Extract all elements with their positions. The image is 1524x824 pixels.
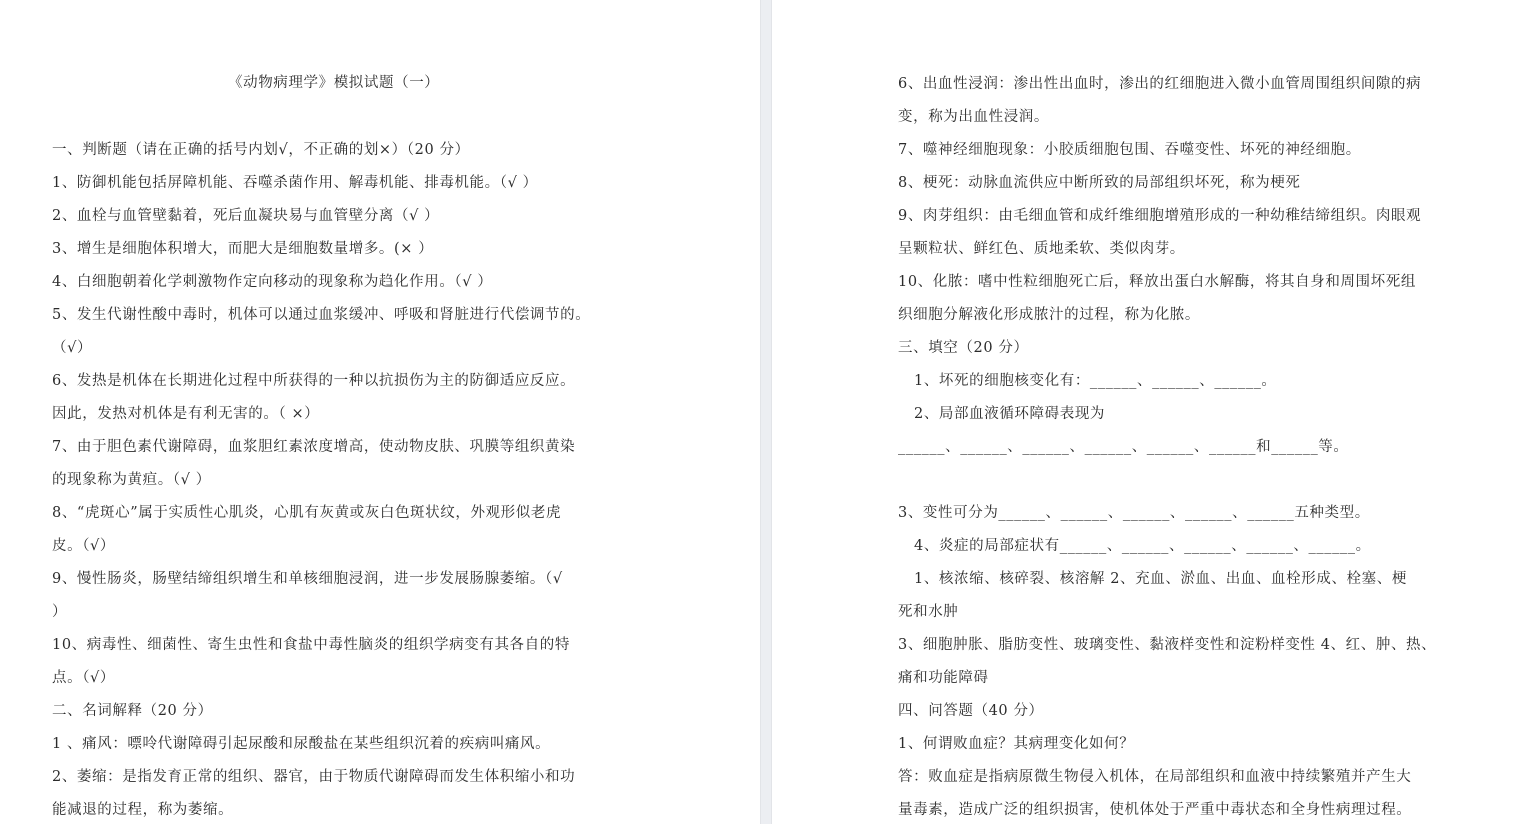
question-line: ） bbox=[52, 604, 68, 620]
question-line: 7、噬神经细胞现象：小胶质细胞包围、吞噬变性、坏死的神经细胞。 bbox=[898, 142, 1361, 158]
question-line: 6、发热是机体在长期进化过程中所获得的一种以抗损伤为主的防御适应反应。 bbox=[52, 373, 576, 389]
question-line: 1、何谓败血症？其病理变化如何？ bbox=[898, 736, 1135, 752]
answer-line: 答：败血症是指病原微生物侵入机体，在局部组织和血液中持续繁殖并产生大 bbox=[898, 769, 1412, 785]
answer-line: 死和水肿 bbox=[898, 604, 959, 620]
fill-blank-line: 1、坏死的细胞核变化有：______、______、______。 bbox=[914, 373, 1277, 389]
question-line: 呈颗粒状、鲜红色、质地柔软、类似肉芽。 bbox=[898, 241, 1185, 257]
question-line: 10、病毒性、细菌性、寄生虫性和食盐中毒性脑炎的组织学病变有其各自的特 bbox=[52, 637, 570, 653]
section-heading: 二、名词解释（20 分） bbox=[52, 703, 213, 719]
fill-blank-line: 3、变性可分为______、______、______、______、______五种类型。 bbox=[898, 505, 1370, 521]
question-line: 因此，发热对机体是有利无害的。（ ×） bbox=[52, 406, 320, 422]
answer-line: 1、核浓缩、核碎裂、核溶解 2、充血、淤血、出血、血栓形成、栓塞、梗 bbox=[914, 571, 1407, 587]
fill-blank-line: 4、炎症的局部症状有______、______、______、______、______。 bbox=[914, 538, 1371, 554]
page-right bbox=[772, 0, 1524, 824]
question-line: 10、化脓：嗜中性粒细胞死亡后，释放出蛋白水解酶，将其自身和周围坏死组 bbox=[898, 274, 1416, 290]
question-line: 7、由于胆色素代谢障碍，血浆胆红素浓度增高，使动物皮肤、巩膜等组织黄染 bbox=[52, 439, 576, 455]
question-line: 2、萎缩：是指发育正常的组织、器官，由于物质代谢障碍而发生体积缩小和功 bbox=[52, 769, 576, 785]
question-line: 织细胞分解液化形成脓汁的过程，称为化脓。 bbox=[898, 307, 1200, 323]
exam-title: 《动物病理学》模拟试题（一） bbox=[228, 75, 440, 91]
question-line: 变，称为出血性浸润。 bbox=[898, 109, 1049, 125]
question-line: 5、发生代谢性酸中毒时，机体可以通过血浆缓冲、呼吸和肾脏进行代偿调节的。 bbox=[52, 307, 591, 323]
question-line: 2、血栓与血管壁黏着，死后血凝块易与血管壁分离（√ ） bbox=[52, 208, 440, 224]
question-line: 1 、痛风：嘌呤代谢障碍引起尿酸和尿酸盐在某些组织沉着的疾病叫痛风。 bbox=[52, 736, 551, 752]
fill-blank-line: ______、______、______、______、______、______和______等。 bbox=[898, 439, 1349, 455]
fill-blank-line: 2、局部血液循环障碍表现为 bbox=[914, 406, 1106, 422]
section-heading: 四、问答题（40 分） bbox=[898, 703, 1044, 719]
section-heading: 三、填空（20 分） bbox=[898, 340, 1029, 356]
answer-line: 3、细胞肿胀、脂肪变性、玻璃变性、黏液样变性和淀粉样变性 4、红、肿、热、 bbox=[898, 637, 1437, 653]
page-gutter bbox=[760, 0, 772, 824]
question-line: 皮。（√） bbox=[52, 538, 115, 554]
page-left bbox=[0, 0, 760, 824]
question-line: （√） bbox=[52, 340, 93, 356]
question-line: 能减退的过程，称为萎缩。 bbox=[52, 802, 234, 818]
section-heading: 一、判断题（请在正确的括号内划√，不正确的划×）（20 分） bbox=[52, 142, 470, 158]
answer-line: 量毒素，造成广泛的组织损害，使机体处于严重中毒状态和全身性病理过程。 bbox=[898, 802, 1412, 818]
question-line: 3、增生是细胞体积增大，而肥大是细胞数量增多。(× ） bbox=[52, 241, 434, 257]
question-line: 9、慢性肠炎，肠壁结缔组织增生和单核细胞浸润，进一步发展肠腺萎缩。（√ bbox=[52, 571, 563, 587]
question-line: 点。（√） bbox=[52, 670, 115, 686]
question-line: 9、肉芽组织：由毛细血管和成纤维细胞增殖形成的一种幼稚结缔组织。肉眼观 bbox=[898, 208, 1422, 224]
answer-line: 痛和功能障碍 bbox=[898, 670, 989, 686]
question-line: 的现象称为黄疸。（√ ） bbox=[52, 472, 211, 488]
question-line: 4、白细胞朝着化学刺激物作定向移动的现象称为趋化作用。（√ ） bbox=[52, 274, 493, 290]
question-line: 8、梗死：动脉血流供应中断所致的局部组织坏死，称为梗死 bbox=[898, 175, 1301, 191]
question-line: 8、“虎斑心”属于实质性心肌炎，心肌有灰黄或灰白色斑状纹，外观形似老虎 bbox=[52, 505, 562, 521]
question-line: 6、出血性浸润：渗出性出血时，渗出的红细胞进入微小血管周围组织间隙的病 bbox=[898, 76, 1422, 92]
question-line: 1、防御机能包括屏障机能、吞噬杀菌作用、解毒机能、排毒机能。（√ ） bbox=[52, 175, 538, 191]
